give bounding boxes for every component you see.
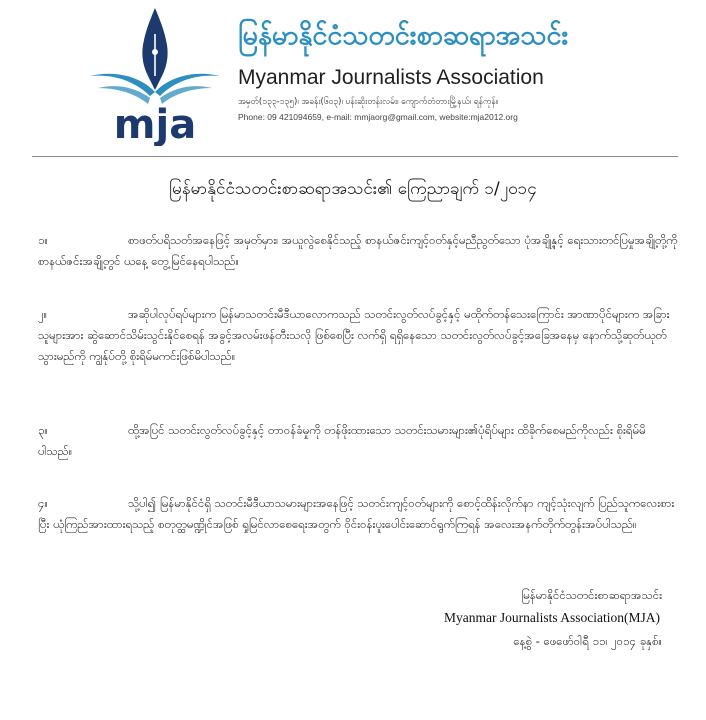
signature-date: နေ့စွဲ - ဖေဖော်ဝါရီ ၁၁၊ ၂၀၁၄ ခုနှစ်။	[513, 634, 662, 648]
mja-logo	[84, 6, 226, 146]
paragraph-number: ၄။	[38, 496, 48, 510]
paragraph-number: ၃။	[38, 423, 48, 437]
paragraph-4	[38, 493, 678, 535]
paragraph-2	[38, 304, 678, 367]
paragraph-3	[38, 420, 678, 462]
paragraph-number: ၂။	[38, 307, 48, 321]
paragraph-text: အဆိုပါလုပ်ရပ်များက မြန်မာသတင်းမီဒီယာလောကသည် သတင်းလွတ်လပ်ခွင့်နှင့် မထိုက်တန်သေးကြောင်း အာဏာပိုင်များက အခြားသူများအား ဆွဲဆောင်သိမ်းသွင်းနိုင်စေရန် အခွင့်အလမ်းဖန်တီးသလို ဖြစ်စေပြီး လက်ရှိ ရရှိနေသော သတင်းလွတ်လပ်ခွင့်အခြေအနေမှ နောက်သို့ဆုတ်ယုတ်သွားမည်ကို ကျွန်ုပ်တို့ စိုးရိမ်မကင်းဖြစ်မိပါသည်။	[38, 307, 670, 363]
statement-title: မြန်မာနိုင်ငံသတင်းစာဆရာအသင်း၏ ကြေညာချက် ၁/၂၀၁၄	[169, 179, 537, 199]
paragraph-text: စာဖတ်ပရိသတ်အနေဖြင့် အမှတ်မှား၊ အယူလွဲစေနိုင်သည့် စာနယ်ဇင်းကျင့်ဝတ်နှင့်မညီညွတ်သော ပုံအချို့နှင့် ရေးသားတင်ပြမှုအချို့တို့ကို စာနယ်ဇင်းအချို့တွင် ယနေ့ တွေ့မြင်နေရပါသည်။	[38, 233, 678, 268]
paragraph-text: ထို့အပြင် သတင်းလွတ်လပ်ခွင့်နှင့် တာဝန်ခံမှုကို တန်ဖိုးထားသော သတင်းသမားများ၏ပုံရိပ်များ ထိခိုက်စေမည်ကိုလည်း စိုးရိမ်မိပါသည်။	[38, 423, 646, 458]
paragraph-text: သို့ပါ၍ မြန်မာနိုင်ငံရှိ သတင်းမီဒီယာသမားများအနေဖြင့် သတင်းကျင့်ဝတ်များကို စောင့်ထိန်းလိုက်နာ ကျင့်သုံးလျက် ပြည်သူကလေးစားပြီး ယုံကြည်အားထားရသည့် စတုတ္ထမဏ္ဍိုင်အဖြစ် ရှုမြင်လာစေရေးအတွက် ဝိုင်းဝန်းပူးပေါင်းဆောင်ရွက်ကြရန် အလေးအနက်တိုက်တွန်းအပ်ပါသည်။	[38, 496, 675, 531]
org-address: အမှတ်(၁၃၃-၁၃၅)၊ အခန်း(၆၀၃)၊ ပန်းဆိုးတန်းလမ်း၊ ကျောက်တံတားမြို့နယ်၊ ရန်ကုန်။	[238, 97, 499, 107]
org-contact: Phone: 09 421094659, e-mail: mmjaorg@gmail.com, website:mja2012.org	[238, 112, 518, 122]
logo-wordmark: mja	[113, 102, 197, 146]
org-name-burmese: မြန်မာနိုင်ငံသတင်းစာဆရာအသင်း	[238, 20, 569, 51]
letterhead	[0, 0, 706, 150]
header-divider	[32, 156, 678, 157]
paragraph-number: ၁။	[38, 233, 48, 247]
signature-org-english: Myanmar Journalists Association(MJA)	[444, 610, 660, 625]
open-book-icon	[90, 74, 155, 96]
org-name-english: Myanmar Journalists Association	[238, 66, 544, 89]
signature-org-burmese: မြန်မာနိုင်ငံသတင်းစာဆရာအသင်း	[521, 588, 662, 602]
paragraph-1	[38, 230, 678, 272]
